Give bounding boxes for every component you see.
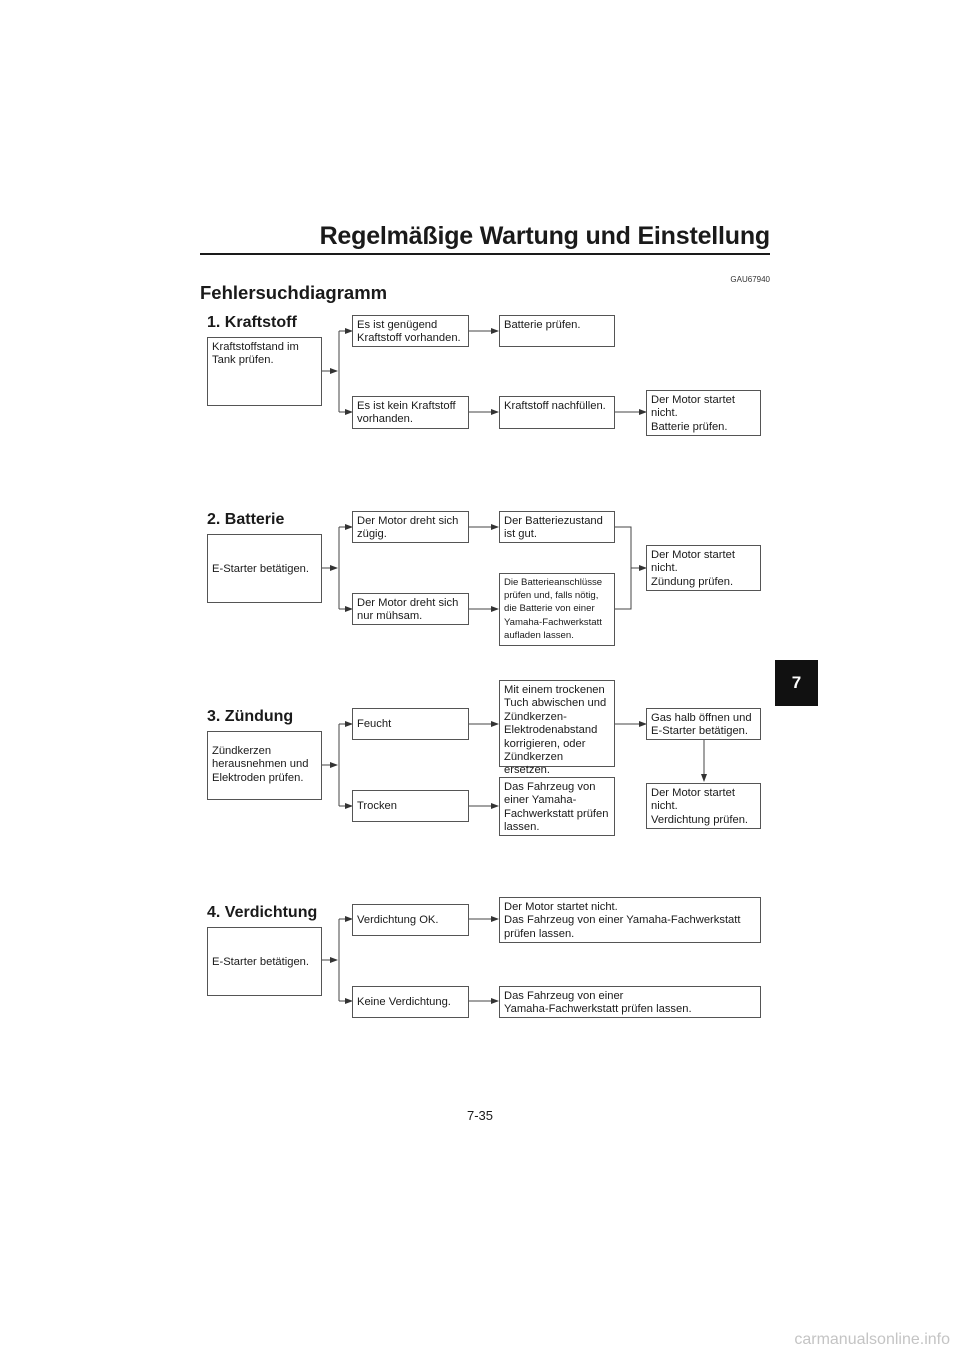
fuel-result-box: Der Motor startet nicht. Batterie prüfen. bbox=[646, 390, 761, 436]
fuel-refill-box: Kraftstoff nachfüllen. bbox=[499, 396, 615, 429]
section-heading-compression: 4. Verdichtung bbox=[207, 904, 318, 921]
ignition-half-throttle-box: Gas halb öffnen und E-Starter betätigen. bbox=[646, 708, 761, 740]
ignition-wet-action-box: Mit einem trockenen Tuch abwischen und Zündkerzen- Elektrodenabstand korrigieren, oder Zündkerzen ersetzen. bbox=[499, 680, 615, 767]
battery-terminals-box: Die Batterieanschlüsse prüfen und, falls nötig, die Batterie von einer Yamaha-Fachwerkstatt aufladen lassen. bbox=[499, 573, 615, 646]
compression-ok-action-box: Der Motor startet nicht. Das Fahrzeug von einer Yamaha-Fachwerkstatt prüfen lassen. bbox=[499, 897, 761, 943]
battery-result-box: Der Motor startet nicht. Zündung prüfen. bbox=[646, 545, 761, 591]
page-number: 7-35 bbox=[466, 1108, 494, 1123]
compression-ok-box: Verdichtung OK. bbox=[352, 904, 469, 936]
chapter-tab: 7 bbox=[775, 660, 818, 706]
ignition-dry-action-box: Das Fahrzeug von einer Yamaha- Fachwerkstatt prüfen lassen. bbox=[499, 777, 615, 836]
battery-condition-slow-box: Der Motor dreht sich nur mühsam. bbox=[352, 593, 469, 625]
fuel-check-battery-box: Batterie prüfen. bbox=[499, 315, 615, 347]
ignition-condition-dry-box: Trocken bbox=[352, 790, 469, 822]
fuel-condition-enough-box: Es ist genügend Kraftstoff vorhanden. bbox=[352, 315, 469, 347]
section-heading-battery: 2. Batterie bbox=[207, 511, 285, 528]
battery-start-box: E-Starter betätigen. bbox=[207, 534, 322, 603]
section-heading-ignition: 3. Zündung bbox=[207, 708, 294, 725]
fuel-condition-none-box: Es ist kein Kraftstoff vorhanden. bbox=[352, 396, 469, 429]
compression-none-action-box: Das Fahrzeug von einer Yamaha-Fachwerkstatt prüfen lassen. bbox=[499, 986, 761, 1018]
ignition-start-box: Zündkerzen herausnehmen und Elektroden prüfen. bbox=[207, 731, 322, 800]
ignition-condition-wet-box: Feucht bbox=[352, 708, 469, 740]
compression-start-box: E-Starter betätigen. bbox=[207, 927, 322, 996]
watermark: carmanualsonline.info bbox=[794, 1331, 950, 1348]
section-heading-fuel: 1. Kraftstoff bbox=[207, 314, 297, 331]
fuel-start-box: Kraftstoffstand im Tank prüfen. bbox=[207, 337, 322, 406]
ignition-result-box: Der Motor startet nicht. Verdichtung prüfen. bbox=[646, 783, 761, 829]
page-header-title: Regelmäßige Wartung und Einstellung bbox=[319, 222, 770, 250]
section-code: GAU67940 bbox=[730, 275, 770, 284]
battery-condition-fast-box: Der Motor dreht sich zügig. bbox=[352, 511, 469, 543]
page-heading: Fehlersuchdiagramm bbox=[200, 282, 388, 303]
battery-good-box: Der Batteriezustand ist gut. bbox=[499, 511, 615, 543]
compression-none-box: Keine Verdichtung. bbox=[352, 986, 469, 1018]
